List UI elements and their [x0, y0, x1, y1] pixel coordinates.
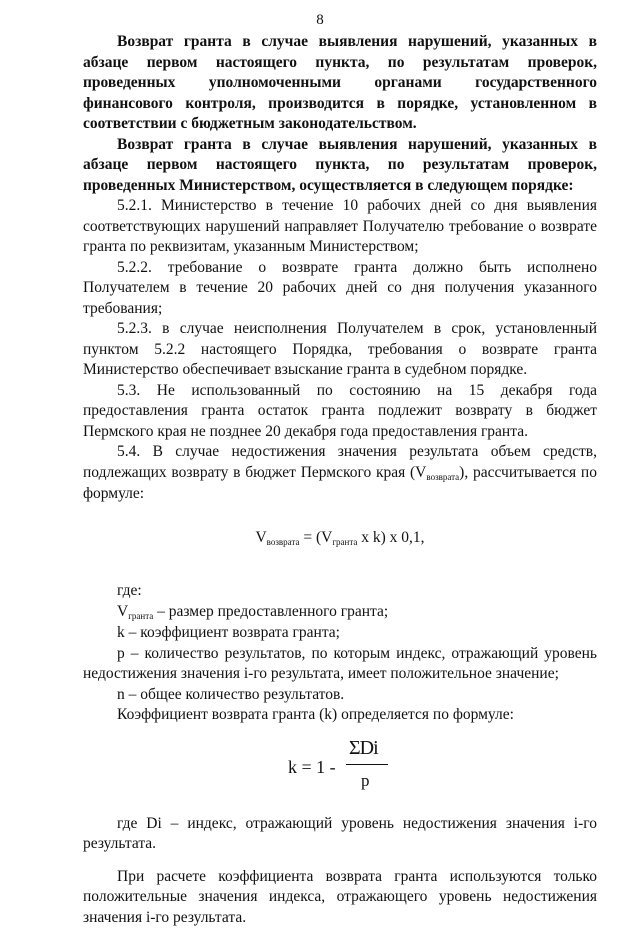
paragraph-5-4: 5.4. В случае недостижения значения результата объем средств, подлежащих возврату в бюджет Пермского края (Vвозврата), рассчитывается по формуле: [83, 442, 597, 505]
paragraph-5-2-3: 5.2.3. в случае неисполнения Получателем в срок, установленный пунктом 5.2.2 настоящего Порядка, требования о возврате гранта Министерство обеспечивает взыскание гранта в судебном порядке. [83, 319, 597, 381]
formula-denominator: р [361, 771, 370, 792]
page-number: 8 [0, 10, 640, 31]
formula-refund-volume: Vвозврата = (Vгранта x k) x 0,1, [83, 528, 597, 550]
paragraph-5-3: 5.3. Не использованный по состоянию на 15 декабря года предоставления гранта остаток гранта подлежит возврату в бюджет Пермского края не позднее 20 декабря года предоставления гранта. [83, 381, 597, 443]
formula-numerator: ΣDi [349, 738, 378, 759]
document-body [83, 32, 597, 928]
definition-p: р – количество результатов, по которым индекс, отражающий уровень недостижения значения i-го результата, имеет положительное значение; [83, 644, 597, 685]
paragraph-positive-values: При расчете коэффициента возврата гранта используются только положительные значения индекса, отражающего уровень недостижения значения i-го результата. [83, 867, 597, 928]
paragraph-5-2-2: 5.2.2. требование о возврате гранта должно быть исполнено Получателем в течение 20 рабочих дней со дня получения указанного требования; [83, 258, 597, 320]
definition-v-grant: Vгранта – размер предоставленного гранта; [83, 602, 597, 624]
definition-di: где Di – индекс, отражающий уровень недостижения значения i-го результата. [83, 814, 597, 855]
paragraph-refund-ministry: Возврат гранта в случае выявления нарушений, указанных в абзаце первом настоящего пункта, по результатам проверок, проведенных Министерством, осуществляется в следующем порядке: [83, 135, 597, 197]
fraction-bar [346, 764, 388, 765]
formula-k-lhs: k = 1 - [288, 757, 336, 778]
paragraph-k-formula-intro: Коэффициент возврата гранта (k) определяется по формуле: [83, 705, 597, 726]
definition-k: k – коэффициент возврата гранта; [83, 623, 597, 644]
paragraph-5-2-1: 5.2.1. Министерство в течение 10 рабочих дней со дня выявления соответствующих нарушений направляет Получателю требование о возврате гранта по реквизитам, указанным Министерством; [83, 196, 597, 258]
formula-coefficient-k [83, 740, 597, 798]
definition-n: n – общее количество результатов. [83, 685, 597, 706]
where-label: где: [83, 581, 597, 602]
paragraph-refund-state-control: Возврат гранта в случае выявления нарушений, указанных в абзаце первом настоящего пункта, по результатам проверок, проведенных уполномоченными органами государственного финансового контроля, производится в порядке, установленном в соответствии с бюджетным законодательством. [83, 32, 597, 135]
